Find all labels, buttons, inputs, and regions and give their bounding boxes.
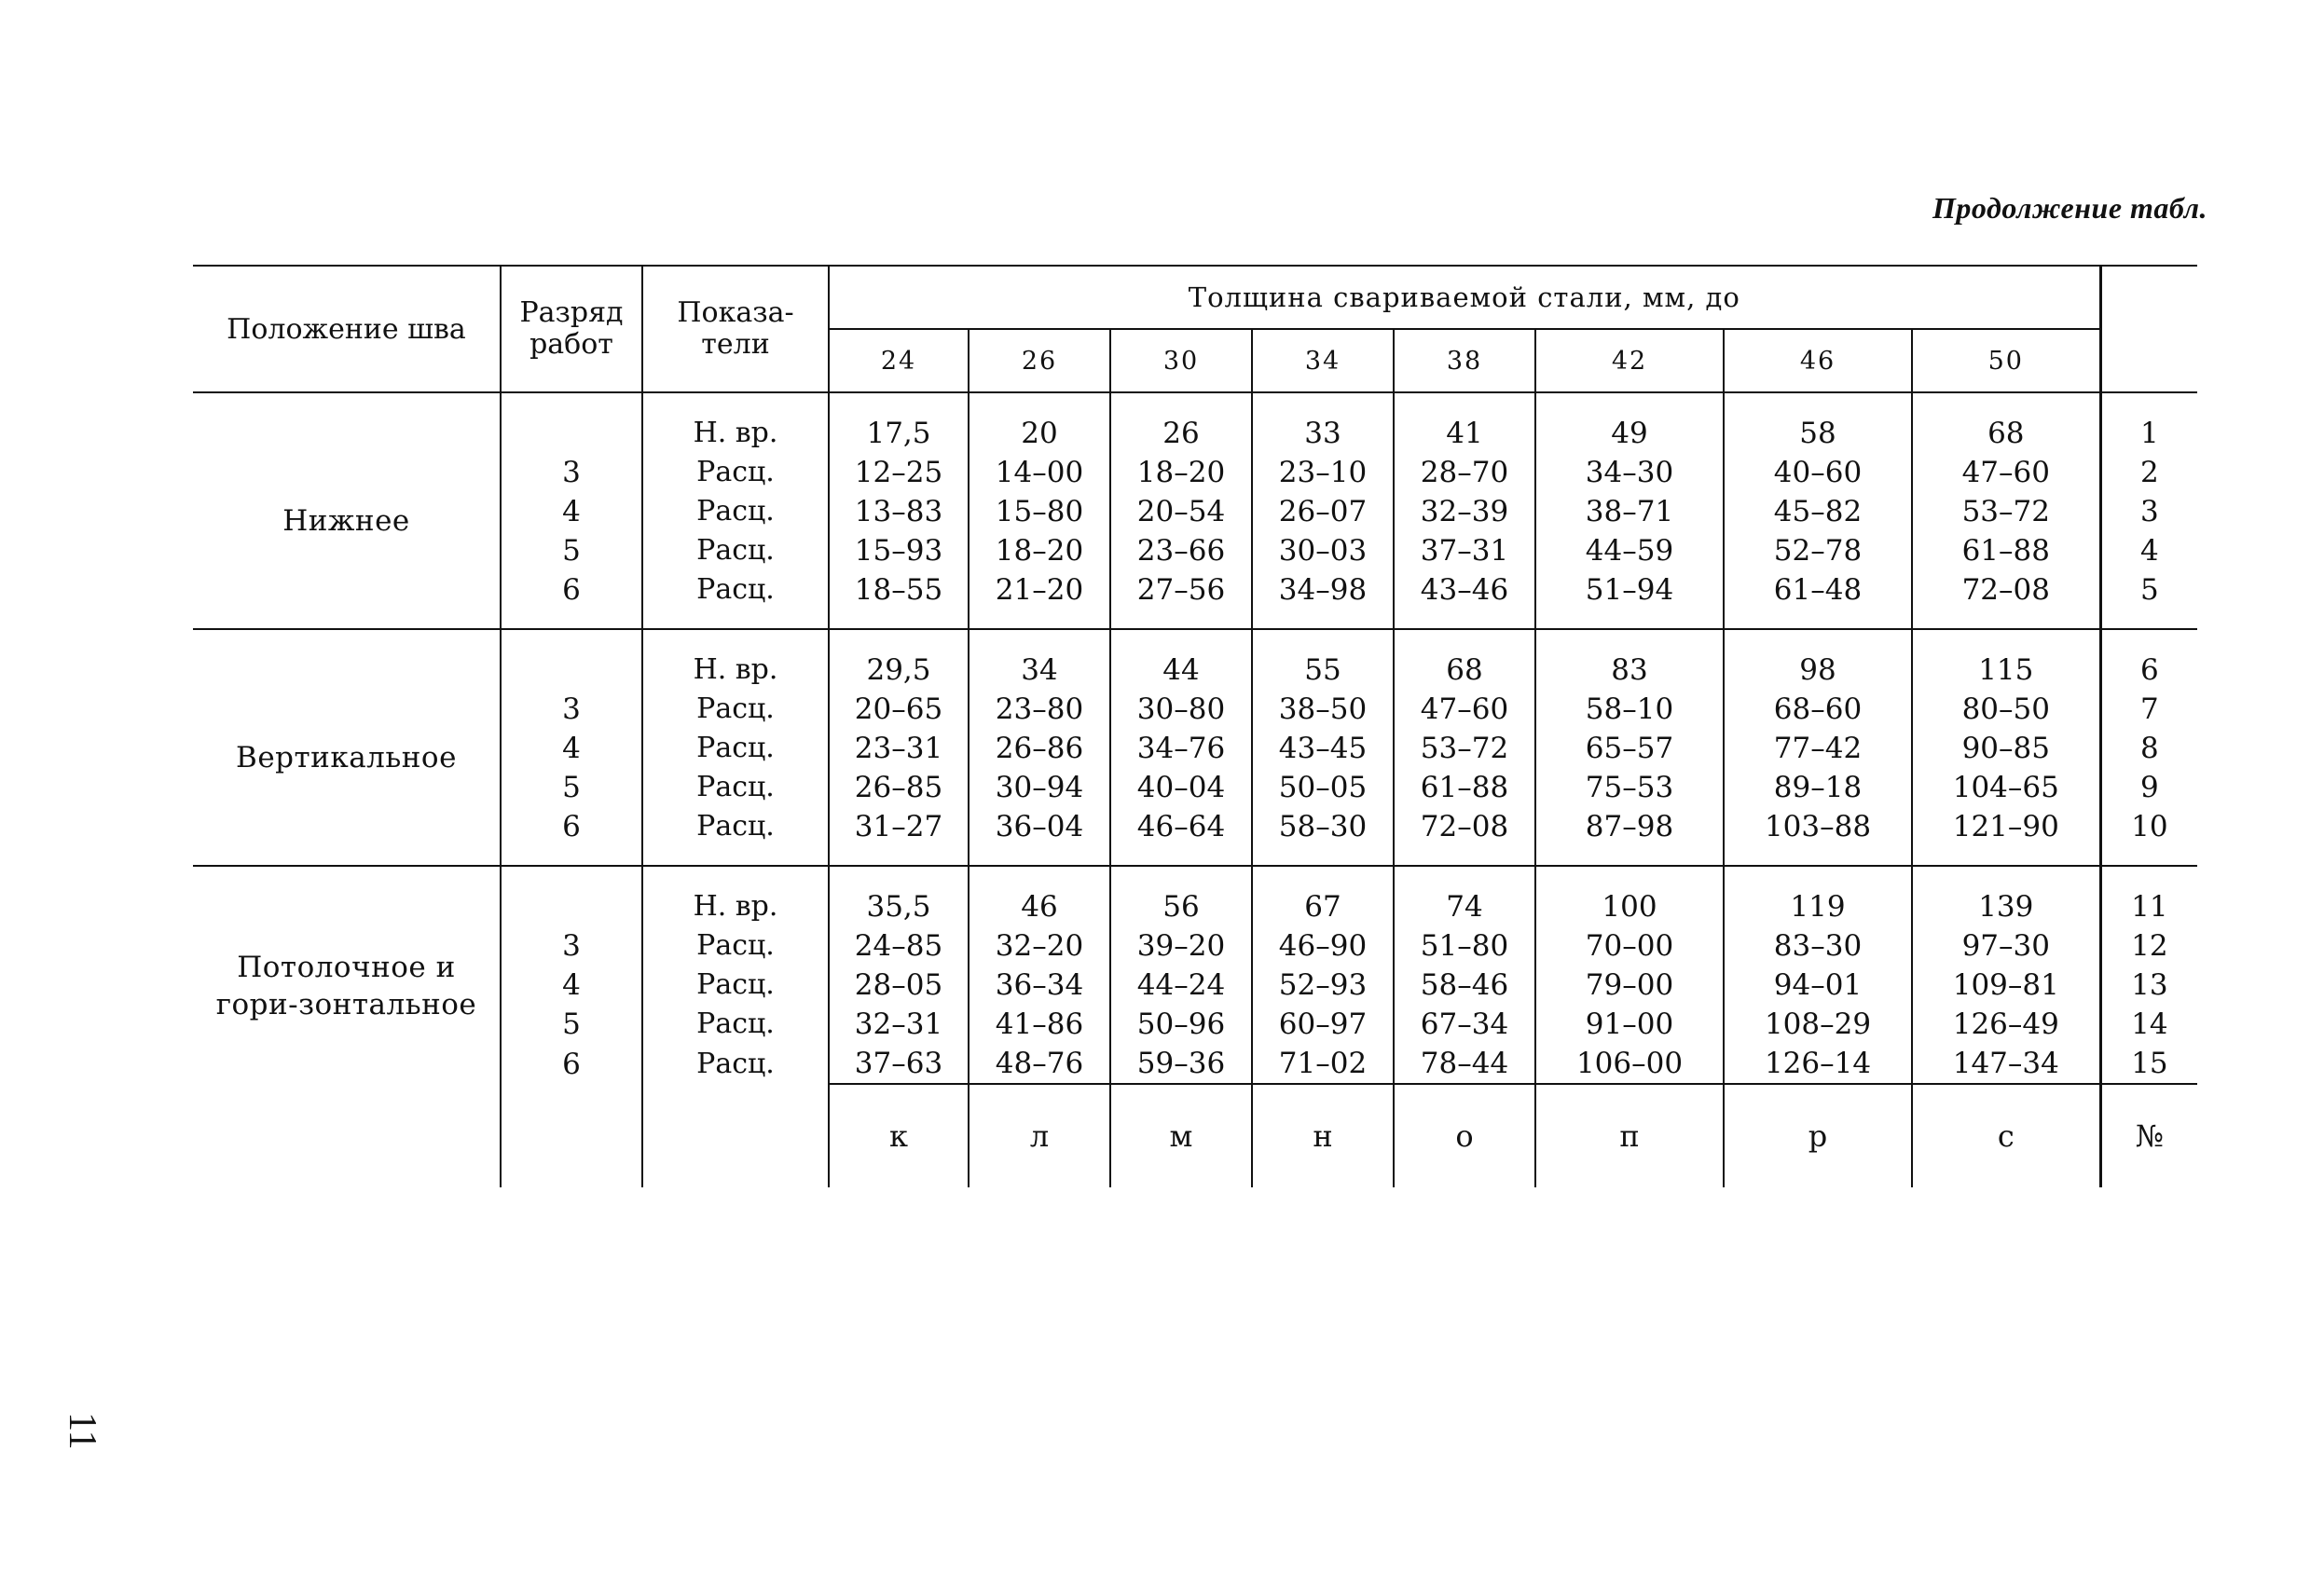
value-cell: 15–80 bbox=[969, 492, 1110, 531]
value-cell: 20 bbox=[969, 392, 1110, 453]
table-row bbox=[193, 392, 2197, 453]
value-cell: 34 bbox=[969, 629, 1110, 690]
letter-row-blank bbox=[501, 1084, 642, 1187]
value-cell: 61–88 bbox=[1394, 768, 1535, 807]
value-cell: 59–36 bbox=[1110, 1044, 1252, 1084]
value-cell: 50–05 bbox=[1252, 768, 1394, 807]
value-cell: 31–27 bbox=[829, 807, 969, 866]
value-cell: 27–56 bbox=[1110, 570, 1252, 629]
rank-cell: 3 bbox=[501, 453, 642, 492]
value-cell: 46 bbox=[969, 866, 1110, 926]
value-cell: 97–30 bbox=[1912, 926, 2100, 966]
row-number-cell: 11 bbox=[2100, 866, 2197, 926]
rank-cell: 6 bbox=[501, 570, 642, 629]
value-cell: 44–59 bbox=[1535, 531, 1724, 570]
rank-cell: 4 bbox=[501, 492, 642, 531]
value-cell: 100 bbox=[1535, 866, 1724, 926]
rank-cell bbox=[501, 392, 642, 453]
value-cell: 70–00 bbox=[1535, 926, 1724, 966]
value-cell: 32–39 bbox=[1394, 492, 1535, 531]
value-cell: 53–72 bbox=[1912, 492, 2100, 531]
value-cell: 115 bbox=[1912, 629, 2100, 690]
row-number-cell: 6 bbox=[2100, 629, 2197, 690]
value-cell: 20–65 bbox=[829, 690, 969, 729]
value-cell: 44 bbox=[1110, 629, 1252, 690]
value-cell: 139 bbox=[1912, 866, 2100, 926]
thickness-header-cell: 34 bbox=[1252, 329, 1394, 392]
row-number-cell: 7 bbox=[2100, 690, 2197, 729]
rank-cell: 4 bbox=[501, 729, 642, 768]
value-cell: 68–60 bbox=[1724, 690, 1912, 729]
weld-position-label: Нижнее bbox=[193, 392, 501, 629]
value-cell: 41 bbox=[1394, 392, 1535, 453]
value-cell: 91–00 bbox=[1535, 1005, 1724, 1044]
column-letter-cell: н bbox=[1252, 1084, 1394, 1187]
value-cell: 90–85 bbox=[1912, 729, 2100, 768]
table-row bbox=[193, 866, 2197, 926]
value-cell: 24–85 bbox=[829, 926, 969, 966]
column-letter-cell: с bbox=[1912, 1084, 2100, 1187]
value-cell: 58–46 bbox=[1394, 966, 1535, 1005]
value-cell: 20–54 bbox=[1110, 492, 1252, 531]
value-cell: 98 bbox=[1724, 629, 1912, 690]
value-cell: 126–14 bbox=[1724, 1044, 1912, 1084]
column-letter-cell: к bbox=[829, 1084, 969, 1187]
thickness-header-cell: 42 bbox=[1535, 329, 1724, 392]
value-cell: 56 bbox=[1110, 866, 1252, 926]
value-cell: 109–81 bbox=[1912, 966, 2100, 1005]
indicator-cell: Расц. bbox=[642, 926, 829, 966]
value-cell: 77–42 bbox=[1724, 729, 1912, 768]
value-cell: 30–03 bbox=[1252, 531, 1394, 570]
column-letter-cell: р bbox=[1724, 1084, 1912, 1187]
indicator-cell: Расц. bbox=[642, 1005, 829, 1044]
rank-cell: 5 bbox=[501, 768, 642, 807]
value-cell: 34–76 bbox=[1110, 729, 1252, 768]
indicator-cell: Расц. bbox=[642, 570, 829, 629]
row-number-cell: 2 bbox=[2100, 453, 2197, 492]
value-cell: 67–34 bbox=[1394, 1005, 1535, 1044]
row-number-cell: 13 bbox=[2100, 966, 2197, 1005]
rank-cell: 4 bbox=[501, 966, 642, 1005]
rank-cell: 6 bbox=[501, 807, 642, 866]
value-cell: 14–00 bbox=[969, 453, 1110, 492]
indicator-cell: Расц. bbox=[642, 453, 829, 492]
value-cell: 26–07 bbox=[1252, 492, 1394, 531]
indicator-cell: Расц. bbox=[642, 531, 829, 570]
rank-cell bbox=[501, 866, 642, 926]
rank-cell: 3 bbox=[501, 690, 642, 729]
value-cell: 58 bbox=[1724, 392, 1912, 453]
weld-position-label: Вертикальное bbox=[193, 629, 501, 866]
value-cell: 15–93 bbox=[829, 531, 969, 570]
row-number-cell: 10 bbox=[2100, 807, 2197, 866]
value-cell: 21–20 bbox=[969, 570, 1110, 629]
indicator-cell: Расц. bbox=[642, 807, 829, 866]
rank-cell: 5 bbox=[501, 1005, 642, 1044]
column-header-position: Положение шва bbox=[193, 266, 501, 392]
thickness-header-cell: 24 bbox=[829, 329, 969, 392]
value-cell: 58–10 bbox=[1535, 690, 1724, 729]
value-cell: 119 bbox=[1724, 866, 1912, 926]
row-number-cell: 3 bbox=[2100, 492, 2197, 531]
column-header-number-blank bbox=[2100, 266, 2197, 392]
value-cell: 39–20 bbox=[1110, 926, 1252, 966]
column-header-indicators: Показа-тели bbox=[642, 266, 829, 392]
column-letter-cell: м bbox=[1110, 1084, 1252, 1187]
value-cell: 106–00 bbox=[1535, 1044, 1724, 1084]
row-number-cell: 5 bbox=[2100, 570, 2197, 629]
value-cell: 18–20 bbox=[969, 531, 1110, 570]
value-cell: 74 bbox=[1394, 866, 1535, 926]
rank-cell: 6 bbox=[501, 1044, 642, 1084]
value-cell: 28–05 bbox=[829, 966, 969, 1005]
value-cell: 83–30 bbox=[1724, 926, 1912, 966]
row-number-cell: 15 bbox=[2100, 1044, 2197, 1084]
thickness-header-cell: 46 bbox=[1724, 329, 1912, 392]
value-cell: 38–71 bbox=[1535, 492, 1724, 531]
value-cell: 38–50 bbox=[1252, 690, 1394, 729]
value-cell: 33 bbox=[1252, 392, 1394, 453]
rank-cell: 3 bbox=[501, 926, 642, 966]
weld-position-label: Потолочное и гори-зонтальное bbox=[215, 950, 477, 1021]
value-cell: 23–80 bbox=[969, 690, 1110, 729]
rank-cell: 5 bbox=[501, 531, 642, 570]
value-cell: 61–88 bbox=[1912, 531, 2100, 570]
value-cell: 37–63 bbox=[829, 1044, 969, 1084]
value-cell: 60–97 bbox=[1252, 1005, 1394, 1044]
value-cell: 44–24 bbox=[1110, 966, 1252, 1005]
value-cell: 23–10 bbox=[1252, 453, 1394, 492]
indicator-cell: Расц. bbox=[642, 729, 829, 768]
indicator-cell: Расц. bbox=[642, 492, 829, 531]
value-cell: 121–90 bbox=[1912, 807, 2100, 866]
thickness-header-cell: 50 bbox=[1912, 329, 2100, 392]
row-number-cell: 4 bbox=[2100, 531, 2197, 570]
value-cell: 23–31 bbox=[829, 729, 969, 768]
value-cell: 47–60 bbox=[1912, 453, 2100, 492]
value-cell: 72–08 bbox=[1912, 570, 2100, 629]
value-cell: 36–34 bbox=[969, 966, 1110, 1005]
value-cell: 40–04 bbox=[1110, 768, 1252, 807]
value-cell: 40–60 bbox=[1724, 453, 1912, 492]
value-cell: 36–04 bbox=[969, 807, 1110, 866]
letter-row-blank bbox=[193, 1084, 501, 1187]
row-number-cell: 12 bbox=[2100, 926, 2197, 966]
value-cell: 28–70 bbox=[1394, 453, 1535, 492]
rank-cell bbox=[501, 629, 642, 690]
value-cell: 58–30 bbox=[1252, 807, 1394, 866]
value-cell: 83 bbox=[1535, 629, 1724, 690]
value-cell: 55 bbox=[1252, 629, 1394, 690]
value-cell: 50–96 bbox=[1110, 1005, 1252, 1044]
value-cell: 51–80 bbox=[1394, 926, 1535, 966]
value-cell: 26 bbox=[1110, 392, 1252, 453]
indicator-cell: Расц. bbox=[642, 690, 829, 729]
value-cell: 68 bbox=[1912, 392, 2100, 453]
row-number-cell: 14 bbox=[2100, 1005, 2197, 1044]
value-cell: 26–85 bbox=[829, 768, 969, 807]
value-cell: 46–90 bbox=[1252, 926, 1394, 966]
value-cell: 75–53 bbox=[1535, 768, 1724, 807]
indicator-cell: Расц. bbox=[642, 768, 829, 807]
value-cell: 67 bbox=[1252, 866, 1394, 926]
value-cell: 43–45 bbox=[1252, 729, 1394, 768]
value-cell: 30–94 bbox=[969, 768, 1110, 807]
indicator-cell: Н. вр. bbox=[642, 866, 829, 926]
value-cell: 147–34 bbox=[1912, 1044, 2100, 1084]
value-cell: 103–88 bbox=[1724, 807, 1912, 866]
value-cell: 26–86 bbox=[969, 729, 1110, 768]
value-cell: 78–44 bbox=[1394, 1044, 1535, 1084]
value-cell: 53–72 bbox=[1394, 729, 1535, 768]
value-cell: 65–57 bbox=[1535, 729, 1724, 768]
value-cell: 52–93 bbox=[1252, 966, 1394, 1005]
indicator-cell: Н. вр. bbox=[642, 392, 829, 453]
value-cell: 79–00 bbox=[1535, 966, 1724, 1005]
row-number-cell: 9 bbox=[2100, 768, 2197, 807]
value-cell: 34–30 bbox=[1535, 453, 1724, 492]
value-cell: 12–25 bbox=[829, 453, 969, 492]
value-cell: 51–94 bbox=[1535, 570, 1724, 629]
value-cell: 32–20 bbox=[969, 926, 1110, 966]
indicator-cell: Н. вр. bbox=[642, 629, 829, 690]
value-cell: 94–01 bbox=[1724, 966, 1912, 1005]
value-cell: 18–55 bbox=[829, 570, 969, 629]
value-cell: 46–64 bbox=[1110, 807, 1252, 866]
value-cell: 68 bbox=[1394, 629, 1535, 690]
value-cell: 41–86 bbox=[969, 1005, 1110, 1044]
value-cell: 71–02 bbox=[1252, 1044, 1394, 1084]
value-cell: 43–46 bbox=[1394, 570, 1535, 629]
column-letter-row bbox=[193, 1084, 2197, 1187]
value-cell: 37–31 bbox=[1394, 531, 1535, 570]
value-cell: 104–65 bbox=[1912, 768, 2100, 807]
row-number-cell: 8 bbox=[2100, 729, 2197, 768]
value-cell: 48–76 bbox=[969, 1044, 1110, 1084]
value-cell: 89–18 bbox=[1724, 768, 1912, 807]
table-row bbox=[193, 629, 2197, 690]
indicator-cell: Расц. bbox=[642, 966, 829, 1005]
column-letter-cell: о bbox=[1394, 1084, 1535, 1187]
value-cell: 17,5 bbox=[829, 392, 969, 453]
column-header-thickness: Толщина свариваемой стали, мм, до bbox=[829, 266, 2100, 329]
value-cell: 80–50 bbox=[1912, 690, 2100, 729]
value-cell: 126–49 bbox=[1912, 1005, 2100, 1044]
number-sign-cell: № bbox=[2100, 1084, 2197, 1187]
thickness-header-cell: 26 bbox=[969, 329, 1110, 392]
value-cell: 29,5 bbox=[829, 629, 969, 690]
thickness-header-cell: 38 bbox=[1394, 329, 1535, 392]
value-cell: 49 bbox=[1535, 392, 1724, 453]
value-cell: 61–48 bbox=[1724, 570, 1912, 629]
value-cell: 45–82 bbox=[1724, 492, 1912, 531]
page-number: 11 bbox=[61, 1412, 103, 1450]
value-cell: 35,5 bbox=[829, 866, 969, 926]
value-cell: 23–66 bbox=[1110, 531, 1252, 570]
value-cell: 13–83 bbox=[829, 492, 969, 531]
value-cell: 47–60 bbox=[1394, 690, 1535, 729]
value-cell: 108–29 bbox=[1724, 1005, 1912, 1044]
column-letter-cell: л bbox=[969, 1084, 1110, 1187]
table-continuation-note: Продолжение табл. bbox=[1932, 191, 2207, 225]
letter-row-blank bbox=[642, 1084, 829, 1187]
value-cell: 18–20 bbox=[1110, 453, 1252, 492]
value-cell: 72–08 bbox=[1394, 807, 1535, 866]
thickness-header-cell: 30 bbox=[1110, 329, 1252, 392]
value-cell: 52–78 bbox=[1724, 531, 1912, 570]
column-letter-cell: п bbox=[1535, 1084, 1724, 1187]
value-cell: 32–31 bbox=[829, 1005, 969, 1044]
indicator-cell: Расц. bbox=[642, 1044, 829, 1084]
column-header-rank: Разряд работ bbox=[501, 266, 642, 392]
value-cell: 30–80 bbox=[1110, 690, 1252, 729]
value-cell: 34–98 bbox=[1252, 570, 1394, 629]
welding-norms-table bbox=[193, 265, 2197, 1187]
row-number-cell: 1 bbox=[2100, 392, 2197, 453]
value-cell: 87–98 bbox=[1535, 807, 1724, 866]
